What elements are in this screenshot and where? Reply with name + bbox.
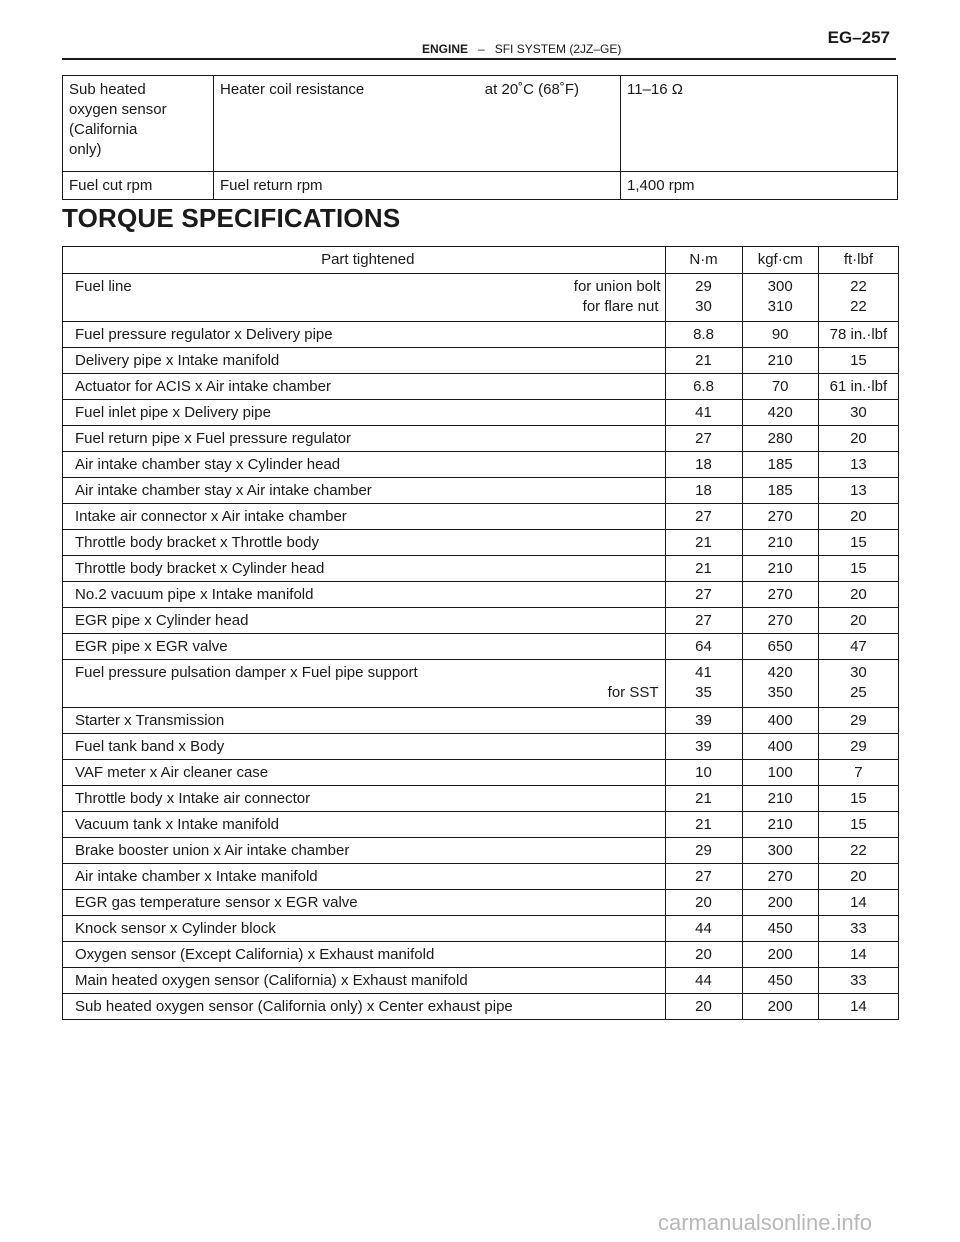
header-kgf: kgf·cm bbox=[742, 247, 818, 274]
part-cell: Air intake chamber stay x Cylinder head bbox=[63, 452, 666, 478]
table-row bbox=[63, 786, 899, 812]
table-row bbox=[63, 530, 899, 556]
nm-value: 35 bbox=[695, 684, 712, 701]
part-cell: Throttle body bracket x Cylinder head bbox=[63, 556, 666, 582]
kgf-cell: 210 bbox=[742, 348, 818, 374]
kgf-cell: 210 bbox=[742, 812, 818, 838]
ft-cell bbox=[818, 660, 898, 708]
nm-cell bbox=[665, 660, 742, 708]
part-cell bbox=[63, 660, 666, 708]
table-row bbox=[63, 708, 899, 734]
page-header bbox=[62, 24, 896, 60]
table-header-row bbox=[63, 247, 899, 274]
table-row bbox=[63, 274, 899, 322]
nm-cell: 21 bbox=[665, 556, 742, 582]
part-cell: Fuel pressure regulator x Delivery pipe bbox=[63, 322, 666, 348]
table-row bbox=[63, 608, 899, 634]
kgf-cell: 420 bbox=[742, 400, 818, 426]
watermark: carmanualsonline.info bbox=[658, 1210, 873, 1235]
part-cell: Brake booster union x Air intake chamber bbox=[63, 838, 666, 864]
nm-cell: 20 bbox=[665, 994, 742, 1020]
table-row bbox=[63, 994, 899, 1020]
section-name: ENGINE bbox=[422, 42, 469, 56]
spec-condition: at 20˚C (68˚F) bbox=[484, 81, 579, 98]
kgf-cell: 100 bbox=[742, 760, 818, 786]
nm-cell: 27 bbox=[665, 426, 742, 452]
nm-cell: 21 bbox=[665, 530, 742, 556]
ft-cell: 15 bbox=[818, 812, 898, 838]
ft-cell: 33 bbox=[818, 916, 898, 942]
ft-value: 22 bbox=[850, 278, 867, 295]
ft-cell: 20 bbox=[818, 582, 898, 608]
nm-cell: 44 bbox=[665, 968, 742, 994]
kgf-cell: 200 bbox=[742, 942, 818, 968]
ft-cell: 14 bbox=[818, 942, 898, 968]
part-cell: Air intake chamber x Intake manifold bbox=[63, 864, 666, 890]
kgf-cell bbox=[742, 274, 818, 322]
kgf-cell: 270 bbox=[742, 504, 818, 530]
spec-component bbox=[63, 76, 214, 172]
table-row bbox=[63, 76, 898, 172]
spec-item: Fuel return rpm bbox=[214, 172, 621, 200]
part-cell: Throttle body bracket x Throttle body bbox=[63, 530, 666, 556]
ft-cell: 14 bbox=[818, 890, 898, 916]
ft-cell: 33 bbox=[818, 968, 898, 994]
part-cell: Actuator for ACIS x Air intake chamber bbox=[63, 374, 666, 400]
nm-cell: 21 bbox=[665, 812, 742, 838]
part-name: Fuel pressure pulsation damper x Fuel pipe support bbox=[75, 664, 418, 681]
table-row bbox=[63, 942, 899, 968]
kgf-cell: 210 bbox=[742, 530, 818, 556]
nm-cell: 6.8 bbox=[665, 374, 742, 400]
ft-cell: 13 bbox=[818, 478, 898, 504]
table-row bbox=[63, 838, 899, 864]
ft-cell: 20 bbox=[818, 504, 898, 530]
kgf-cell: 210 bbox=[742, 786, 818, 812]
header-nm: N·m bbox=[665, 247, 742, 274]
kgf-cell: 280 bbox=[742, 426, 818, 452]
nm-cell: 39 bbox=[665, 734, 742, 760]
part-cell: Fuel inlet pipe x Delivery pipe bbox=[63, 400, 666, 426]
section-subtitle: SFI SYSTEM (2JZ–GE) bbox=[494, 42, 622, 56]
nm-cell: 27 bbox=[665, 864, 742, 890]
table-row bbox=[63, 734, 899, 760]
ft-cell: 13 bbox=[818, 452, 898, 478]
header-part: Part tightened bbox=[63, 247, 666, 274]
ft-cell: 20 bbox=[818, 608, 898, 634]
ft-cell bbox=[818, 274, 898, 322]
part-cell: Delivery pipe x Intake manifold bbox=[63, 348, 666, 374]
kgf-cell: 300 bbox=[742, 838, 818, 864]
part-cell: Throttle body x Intake air connector bbox=[63, 786, 666, 812]
table-row bbox=[63, 968, 899, 994]
torque-body-b bbox=[63, 660, 899, 708]
table-row bbox=[63, 812, 899, 838]
part-sub: for flare nut bbox=[582, 298, 659, 315]
table-row bbox=[63, 400, 899, 426]
ft-cell: 15 bbox=[818, 530, 898, 556]
kgf-cell: 650 bbox=[742, 634, 818, 660]
table-row bbox=[63, 504, 899, 530]
part-cell: VAF meter x Air cleaner case bbox=[63, 760, 666, 786]
part-cell: Fuel tank band x Body bbox=[63, 734, 666, 760]
nm-cell: 18 bbox=[665, 478, 742, 504]
ft-cell: 29 bbox=[818, 734, 898, 760]
nm-value: 29 bbox=[695, 278, 712, 295]
part-cell: Vacuum tank x Intake manifold bbox=[63, 812, 666, 838]
ft-value: 25 bbox=[850, 684, 867, 701]
kgf-cell: 210 bbox=[742, 556, 818, 582]
nm-cell: 8.8 bbox=[665, 322, 742, 348]
part-cell: Knock sensor x Cylinder block bbox=[63, 916, 666, 942]
part-sub: for union bolt bbox=[573, 278, 661, 295]
ft-value: 22 bbox=[850, 298, 867, 315]
part-cell: Oxygen sensor (Except California) x Exhaust manifold bbox=[63, 942, 666, 968]
spec-value: 11–16 Ω bbox=[621, 76, 898, 172]
part-cell: Air intake chamber stay x Air intake chamber bbox=[63, 478, 666, 504]
part-sub: for SST bbox=[607, 684, 659, 701]
table-row bbox=[63, 374, 899, 400]
ft-cell: 20 bbox=[818, 426, 898, 452]
part-cell: EGR pipe x EGR valve bbox=[63, 634, 666, 660]
nm-cell: 64 bbox=[665, 634, 742, 660]
nm-cell: 44 bbox=[665, 916, 742, 942]
section-separator: – bbox=[478, 42, 485, 56]
table-row bbox=[63, 864, 899, 890]
kgf-value: 420 bbox=[767, 664, 793, 681]
nm-cell: 41 bbox=[665, 400, 742, 426]
kgf-cell: 185 bbox=[742, 452, 818, 478]
table-row bbox=[63, 348, 899, 374]
nm-value: 30 bbox=[695, 298, 712, 315]
part-cell: No.2 vacuum pipe x Intake manifold bbox=[63, 582, 666, 608]
nm-cell: 20 bbox=[665, 942, 742, 968]
part-cell: Starter x Transmission bbox=[63, 708, 666, 734]
kgf-cell: 70 bbox=[742, 374, 818, 400]
page-number: EG–257 bbox=[827, 28, 890, 47]
nm-cell: 21 bbox=[665, 348, 742, 374]
ft-cell: 20 bbox=[818, 864, 898, 890]
torque-body-c bbox=[63, 708, 899, 1020]
ft-cell: 15 bbox=[818, 556, 898, 582]
spec-item-cell bbox=[214, 76, 621, 172]
nm-cell bbox=[665, 274, 742, 322]
torque-title: TORQUE SPECIFICATIONS bbox=[62, 203, 401, 233]
table-row bbox=[63, 426, 899, 452]
part-cell: Sub heated oxygen sensor (California only) x Center exhaust pipe bbox=[63, 994, 666, 1020]
nm-cell: 10 bbox=[665, 760, 742, 786]
ft-cell: 61 in.·lbf bbox=[818, 374, 898, 400]
kgf-cell: 450 bbox=[742, 916, 818, 942]
ft-cell: 78 in.·lbf bbox=[818, 322, 898, 348]
spec-component: Fuel cut rpm bbox=[63, 172, 214, 200]
nm-cell: 27 bbox=[665, 608, 742, 634]
ft-cell: 47 bbox=[818, 634, 898, 660]
torque-table bbox=[62, 246, 899, 1020]
table-row bbox=[63, 634, 899, 660]
ft-cell: 7 bbox=[818, 760, 898, 786]
spec-component-text: Sub heated oxygen sensor (California only) bbox=[69, 81, 167, 158]
ft-cell: 22 bbox=[818, 838, 898, 864]
nm-cell: 29 bbox=[665, 838, 742, 864]
nm-cell: 27 bbox=[665, 582, 742, 608]
table-row bbox=[63, 916, 899, 942]
kgf-value: 350 bbox=[767, 684, 793, 701]
nm-cell: 20 bbox=[665, 890, 742, 916]
kgf-value: 300 bbox=[767, 278, 793, 295]
kgf-cell: 270 bbox=[742, 608, 818, 634]
table-row bbox=[63, 478, 899, 504]
kgf-cell: 200 bbox=[742, 994, 818, 1020]
nm-cell: 18 bbox=[665, 452, 742, 478]
kgf-cell: 270 bbox=[742, 864, 818, 890]
table-row bbox=[63, 660, 899, 708]
torque-body-a bbox=[63, 274, 899, 660]
kgf-cell: 270 bbox=[742, 582, 818, 608]
kgf-cell: 200 bbox=[742, 890, 818, 916]
part-cell: Main heated oxygen sensor (California) x Exhaust manifold bbox=[63, 968, 666, 994]
part-cell: Fuel return pipe x Fuel pressure regulator bbox=[63, 426, 666, 452]
table-row bbox=[63, 556, 899, 582]
ft-cell: 30 bbox=[818, 400, 898, 426]
spec-item: Heater coil resistance bbox=[220, 81, 365, 98]
kgf-cell: 400 bbox=[742, 734, 818, 760]
table-row bbox=[63, 890, 899, 916]
kgf-cell: 400 bbox=[742, 708, 818, 734]
spec-value: 1,400 rpm bbox=[621, 172, 898, 200]
table-row bbox=[63, 760, 899, 786]
part-cell: Intake air connector x Air intake chamber bbox=[63, 504, 666, 530]
spec-table bbox=[62, 75, 898, 200]
part-cell: EGR gas temperature sensor x EGR valve bbox=[63, 890, 666, 916]
section-title bbox=[422, 42, 621, 56]
nm-cell: 21 bbox=[665, 786, 742, 812]
table-row bbox=[63, 452, 899, 478]
nm-cell: 39 bbox=[665, 708, 742, 734]
kgf-cell: 185 bbox=[742, 478, 818, 504]
ft-cell: 15 bbox=[818, 786, 898, 812]
part-name: Fuel line bbox=[75, 278, 132, 295]
ft-value: 30 bbox=[850, 664, 867, 681]
kgf-cell: 450 bbox=[742, 968, 818, 994]
kgf-value: 310 bbox=[767, 298, 793, 315]
part-cell bbox=[63, 274, 666, 322]
table-row bbox=[63, 322, 899, 348]
nm-cell: 27 bbox=[665, 504, 742, 530]
header-ft: ft·lbf bbox=[818, 247, 898, 274]
kgf-cell bbox=[742, 660, 818, 708]
ft-cell: 15 bbox=[818, 348, 898, 374]
ft-cell: 29 bbox=[818, 708, 898, 734]
table-row bbox=[63, 172, 898, 200]
kgf-cell: 90 bbox=[742, 322, 818, 348]
ft-cell: 14 bbox=[818, 994, 898, 1020]
part-cell: EGR pipe x Cylinder head bbox=[63, 608, 666, 634]
table-row bbox=[63, 582, 899, 608]
nm-value: 41 bbox=[695, 664, 712, 681]
